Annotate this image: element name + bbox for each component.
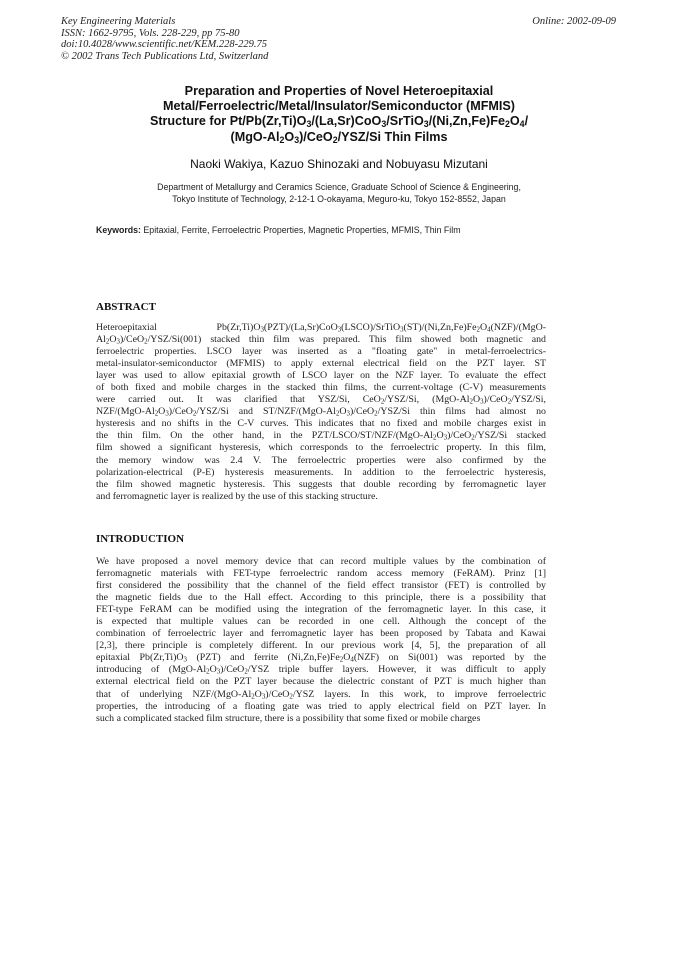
text-line: the thin film. On the other hand, in the PZT/$LSCO/ST/NZF/(MgO-Al_2O_3)/CeO_2/YSZ/Si$ stacked: [96, 430, 546, 442]
journal-name: Key Engineering Materials: [61, 16, 176, 27]
keywords-text: Epitaxial, Ferrite, Ferroelectric Properties, Magnetic Properties, MFMIS, Thin Film: [140, 225, 461, 235]
author-list: Naoki Wakiya, Kazuo Shinozaki and Nobuyasu Mizutani: [190, 157, 488, 171]
text-line: Heteroepitaxial $Pb(Zr,Ti)O_3(PZT)/(La,Sr)CoO_3(LSCO)/SrTiO_3(ST)/(Ni,Zn,Fe)Fe_2O_4(NZF)/(MgO-$: [96, 322, 546, 334]
text-line: epitaxial $Pb(Zr,Ti)O_3$ (PZT) and ferrite $(Ni,Zn,Fe)Fe_2O_4(NZF)$ on Si(001) was reported by the: [96, 652, 546, 664]
title-line: Preparation and Properties of Novel Heteroepitaxial: [184, 84, 494, 98]
title-line: Structure for $Pt/Pb(Zr,Ti)O_3/(La,Sr)CoO_3/SrTiO_3/(Ni,Zn,Fe)Fe_2O_4/$: [149, 114, 529, 130]
journal-metadata: [61, 16, 268, 62]
keywords-label: Keywords:: [96, 225, 141, 235]
text-line: metal-insulator-semiconductor (MFMIS) to apply external electrical field on the PZT layer. ST: [96, 358, 546, 370]
text-line: is expected that multiple values can be recorded in one cell. Although the concept of the: [96, 616, 546, 628]
text-line: and ferromagnetic layer is realized by the use of this stacking structure.: [96, 490, 378, 502]
text-line: the film showed magnetic hysteresis. This suggests that double recording by ferromagnetic layer: [96, 478, 546, 490]
text-line: ferroelectric properties. LSCO layer was inserted as a "floating gate" in metal-ferroelectrics-: [96, 346, 546, 358]
copyright-line: © 2002 Trans Tech Publications Ltd, Switzerland: [61, 50, 269, 62]
title-line: $(MgO-Al_2O_3)/CeO_2/YSZ/Si$ Thin Films: [230, 129, 448, 145]
affiliation: [60, 181, 618, 205]
abstract-heading: ABSTRACT: [96, 301, 156, 313]
text-line: external electrical field on the PZT layer because the dielectric constant of PZT is much higher than: [96, 676, 546, 688]
text-line: of both fixed and mobile charges in the stacked thin films, the current-voltage (C-V) measurements: [96, 382, 546, 394]
text-line: FET-type FeRAM can be modified using the integration of the ferromagnetic layer. In this case, it: [96, 604, 546, 616]
affiliation-line: Tokyo Institute of Technology, 2-12-1 O-okayama, Meguro-ku, Tokyo 152-8552, Japan: [172, 194, 506, 204]
text-line: such a complicated stacked film structure, there is a possibility that some fixed or mobile charges: [96, 712, 481, 724]
text-line: NZF/$(MgO-Al_2O_3)/CeO_2/YSZ/Si$ and $ST/NZF/(MgO-Al_2O_3)/CeO_2/YSZ/Si$ thin films had almost no: [96, 406, 546, 418]
introduction-heading: INTRODUCTION: [96, 533, 185, 545]
doi-line[interactable]: doi:10.4028/www.scientific.net/KEM.228-229.75: [61, 39, 267, 50]
paper-title: [60, 84, 618, 145]
title-line: Metal/Ferroelectric/Metal/Insulator/Semiconductor (MFMIS): [163, 99, 515, 114]
text-line: introducing of $(MgO-Al_2O_3)/CeO_2$/YSZ triple buffer layers. However, it was difficult to apply: [96, 664, 547, 676]
text-line: properties, the introducing of a floating gate was tried to apply electrical field on PZT layer. In: [96, 700, 546, 712]
text-line: hysteresis and no shifts in the C-V curves. This indicates that no fixed and mobile charges exist in: [96, 418, 546, 430]
introduction-body: [96, 556, 546, 725]
text-line: first considered the possibility that the channel of the field effect transistor (FET) is controlled by: [96, 580, 546, 592]
text-line: polarization-electrical (P-E) hysteresis measurements. In addition to the ferroelectric hysteresis,: [96, 466, 546, 478]
affiliation-line: Department of Metallurgy and Ceramics Science, Graduate School of Science & Engineering,: [157, 182, 521, 192]
text-line: the memory window was 2.4 V. The ferroelectric properties were also confirmed by the: [96, 454, 546, 466]
text-line: combination of ferroelectric layer and ferromagnetic layer has been proposed by Tabata and Kawai: [96, 628, 546, 640]
text-line: that of underlying NZF/$(MgO-Al_2O_3)/CeO_2$/YSZ layers. In this work, to improve ferroelectric: [96, 688, 546, 700]
text-line: were carried out. It was clarified that YSZ/Si, CeO$_2$/YSZ/Si, $(MgO-Al_2O_3)/CeO_2/YSZ/Si$,: [96, 394, 547, 406]
text-line: $Al_2O_3)/CeO_2/YSZ/Si(001)$ stacked thin film was prepared. This film showed both magnetic and: [96, 334, 546, 346]
text-line: layer was used to allow epitaxial growth of LSCO layer on the NZF layer. To evaluate the effect: [96, 370, 546, 382]
abstract-body: [96, 322, 546, 503]
text-line: film showed a significant hysteresis, which corresponds to the ferroelectric property. In this film,: [96, 442, 546, 454]
text-line: ferromagnetic materials with FET-type ferroelectric random access memory (FeRAM). Prinz [1]: [96, 568, 546, 580]
issn-line: ISSN: 1662-9795, Vols. 228-229, pp 75-80: [61, 27, 240, 39]
online-date: Online: 2002-09-09: [532, 16, 616, 27]
text-line: We have proposed a novel memory device that can record multiple values by the combination of: [96, 556, 546, 567]
text-line: the magnetic fields due to the Hall effect. According to this principle, there is a possibility that: [96, 592, 546, 604]
keywords: [96, 225, 461, 235]
text-line: [2,3], there principle is completely different. In our previous work [4, 5], the preparation of all: [96, 640, 546, 652]
